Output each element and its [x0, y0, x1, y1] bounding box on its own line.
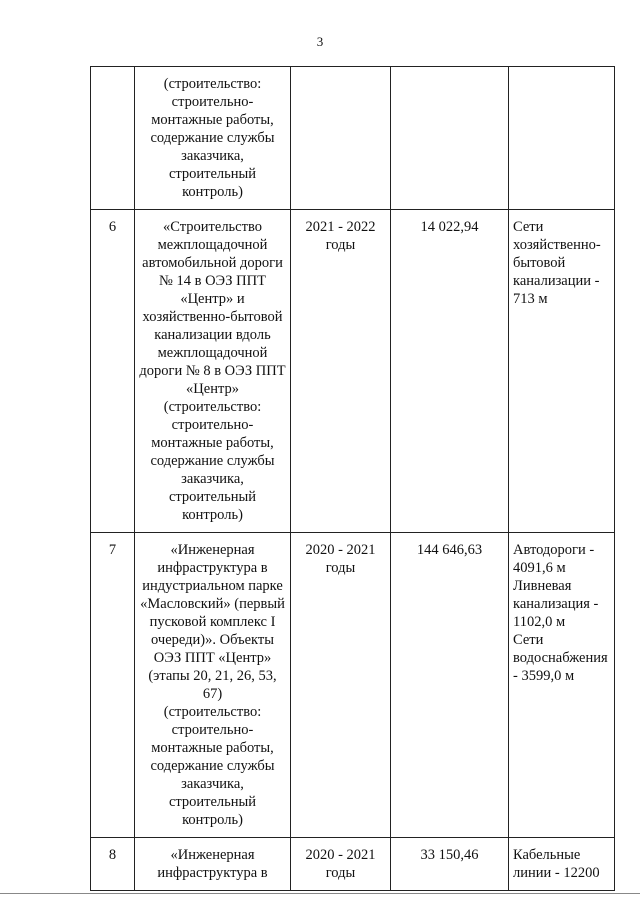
- project-name-line: заказчика,: [181, 776, 244, 792]
- project-name-line: межплощадочной: [157, 237, 268, 253]
- project-name-line: очереди)». Объекты: [151, 632, 274, 648]
- project-name-line: монтажные работы,: [151, 435, 274, 451]
- project-name-line: № 14 в ОЭЗ ППТ: [159, 273, 266, 289]
- table-row: [91, 210, 615, 533]
- project-name-line: дороги № 8 в ОЭЗ ППТ: [139, 363, 286, 379]
- project-name-line: канализации вдоль: [154, 327, 271, 343]
- project-name-line: инфраструктура в: [157, 865, 268, 881]
- project-years-line: 2021 - 2022: [305, 219, 376, 235]
- row-number: 8: [91, 838, 135, 891]
- project-specification-line: Сети: [513, 632, 544, 648]
- project-name-line: (строительство:: [163, 704, 262, 720]
- project-name-line: содержание службы: [150, 758, 275, 774]
- project-name: [135, 838, 291, 891]
- project-name-line: «Центр» и: [180, 291, 245, 307]
- project-name-line: монтажные работы,: [151, 112, 274, 128]
- row-number: 7: [91, 533, 135, 838]
- project-specification-line: водоснабжения: [513, 650, 608, 666]
- project-name-line: 67): [202, 686, 223, 702]
- project-name-line: «Масловский» (первый: [140, 596, 285, 612]
- project-years: [291, 210, 391, 533]
- project-name-line: заказчика,: [181, 148, 244, 164]
- project-amount: 144 646,63: [391, 533, 509, 838]
- project-years: [291, 533, 391, 838]
- project-name-line: строительно-: [171, 722, 254, 738]
- project-name-line: содержание службы: [150, 130, 275, 146]
- project-name-line: автомобильной дороги: [142, 255, 283, 271]
- project-name-line: «Центр»: [186, 381, 239, 397]
- project-years: [291, 67, 391, 210]
- project-name-line: контроль): [182, 507, 243, 523]
- table-row: [91, 838, 615, 891]
- project-name-line: строительный: [168, 794, 257, 810]
- row-number: [91, 67, 135, 210]
- projects-table: [90, 66, 615, 891]
- project-name: [135, 67, 291, 210]
- project-name-line: строительно-: [171, 94, 254, 110]
- project-name-line: заказчика,: [181, 471, 244, 487]
- project-amount: 33 150,46: [391, 838, 509, 891]
- project-specification: [509, 210, 615, 533]
- project-specification: [509, 67, 615, 210]
- project-years-line: годы: [325, 560, 356, 576]
- project-name-line: «Инженерная: [170, 847, 255, 863]
- project-name-line: хозяйственно-бытовой: [142, 309, 283, 325]
- page-bottom-rule: [0, 893, 640, 894]
- project-specification-line: 1102,0 м: [513, 614, 566, 630]
- project-specification-line: Кабельные: [513, 847, 581, 863]
- project-name-line: «Строительство: [163, 219, 262, 235]
- project-name-line: содержание службы: [150, 453, 275, 469]
- project-name-line: «Инженерная: [170, 542, 255, 558]
- project-specification: [509, 533, 615, 838]
- project-specification-line: Сети: [513, 219, 544, 235]
- project-years-line: 2020 - 2021: [305, 542, 376, 558]
- project-name: [135, 210, 291, 533]
- project-name-line: контроль): [182, 184, 243, 200]
- project-name-line: строительный: [168, 489, 257, 505]
- project-specification-line: хозяйственно-: [513, 237, 601, 253]
- project-specification-line: линии - 12200: [513, 865, 600, 881]
- project-name-line: контроль): [182, 812, 243, 828]
- project-amount: [391, 67, 509, 210]
- project-name-line: (строительство:: [163, 399, 262, 415]
- project-name-line: монтажные работы,: [151, 740, 274, 756]
- project-name-line: (этапы 20, 21, 26, 53,: [148, 668, 277, 684]
- project-years: [291, 838, 391, 891]
- project-years-line: годы: [325, 865, 356, 881]
- project-name-line: (строительство:: [163, 76, 262, 92]
- project-specification-line: 713 м: [513, 291, 548, 307]
- project-specification-line: Автодороги -: [513, 542, 595, 558]
- project-name-line: индустриальном парке: [142, 578, 283, 594]
- project-specification-line: Ливневая: [513, 578, 572, 594]
- row-number: 6: [91, 210, 135, 533]
- project-name-line: инфраструктура в: [157, 560, 268, 576]
- project-years-line: 2020 - 2021: [305, 847, 376, 863]
- project-specification-line: канализация -: [513, 596, 599, 612]
- project-name-line: строительно-: [171, 417, 254, 433]
- project-specification-line: бытовой: [513, 255, 566, 271]
- project-specification-line: канализации -: [513, 273, 600, 289]
- project-specification-line: 4091,6 м: [513, 560, 566, 576]
- project-name: [135, 533, 291, 838]
- table-row: [91, 533, 615, 838]
- project-name-line: пусковой комплекс I: [149, 614, 276, 630]
- project-specification-line: - 3599,0 м: [513, 668, 575, 684]
- project-specification: [509, 838, 615, 891]
- project-name-line: межплощадочной: [157, 345, 268, 361]
- project-amount: 14 022,94: [391, 210, 509, 533]
- project-years-line: годы: [325, 237, 356, 253]
- page-number: 3: [316, 34, 324, 49]
- project-name-line: ОЭЗ ППТ «Центр»: [153, 650, 272, 666]
- table-row: [91, 67, 615, 210]
- project-name-line: строительный: [168, 166, 257, 182]
